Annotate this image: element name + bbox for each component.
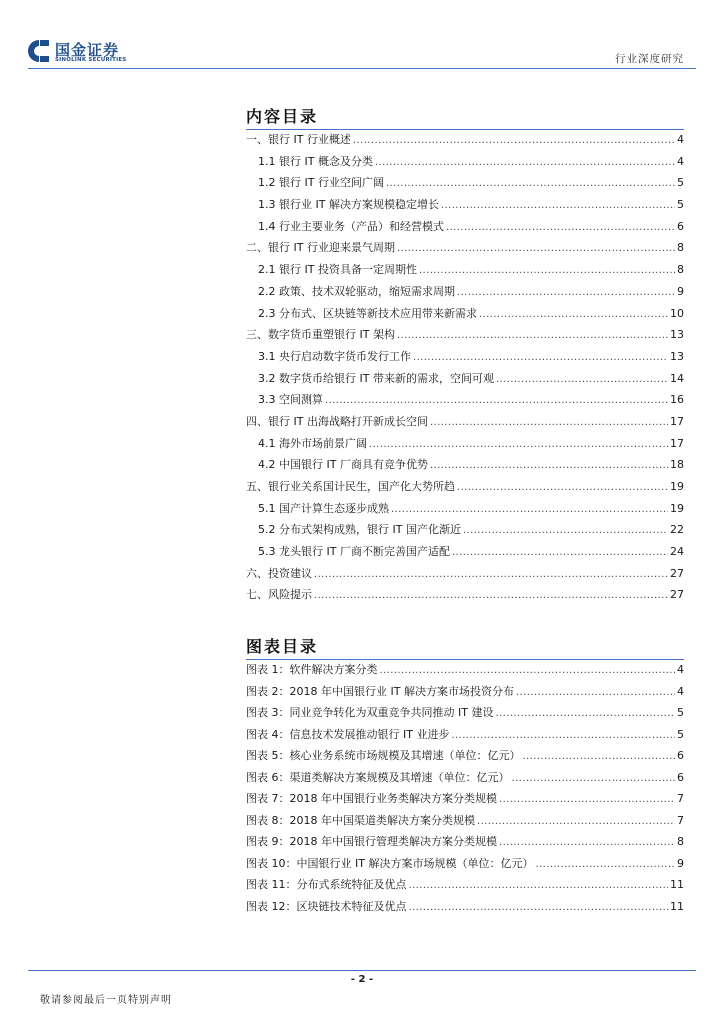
figure-entry[interactable] [246,747,684,769]
entry-label: 4.1 海外市场前景广阔 [258,436,367,450]
entry-page-number: 5 [677,706,684,719]
figure-entry[interactable] [246,726,684,748]
entry-page-number: 4 [677,684,684,698]
toc-entry[interactable] [246,305,684,327]
dot-leader [397,241,675,254]
toc-entry[interactable] [246,456,684,478]
figure-entry[interactable] [246,790,684,812]
entry-label: 1.3 银行业 IT 解决方案规模稳定增长 [258,198,439,212]
dot-leader [397,328,668,341]
page-number: - 2 - [350,974,374,985]
dot-leader [499,792,675,805]
dot-leader [314,567,668,580]
dot-leader [535,857,675,870]
dot-leader [430,415,668,428]
list-of-figures [246,661,684,919]
entry-page-number: 19 [670,480,684,493]
entry-label: 4.2 中国银行 IT 厂商具有竞争优势 [258,458,428,472]
toc-entry[interactable] [246,218,684,240]
entry-label: 图表 8：2018 年中国渠道类解决方案分类规模 [246,813,475,827]
entry-label: 2.1 银行 IT 投资具备一定周期性 [258,263,417,277]
entry-page-number: 8 [677,241,684,255]
company-logo [28,38,140,68]
figure-entry[interactable] [246,661,684,683]
figure-entry[interactable] [246,855,684,877]
dot-leader [314,588,668,601]
figure-entry[interactable] [246,876,684,898]
dot-leader [380,663,676,676]
entry-label: 图表 2：2018 年中国银行业 IT 解决方案市场投资分布 [246,684,514,698]
dot-leader [353,133,675,146]
toc-entry[interactable] [246,348,684,370]
toc-entry[interactable] [246,413,684,435]
dot-leader [512,771,676,784]
toc-entry[interactable] [246,174,684,196]
entry-label: 3.1 央行启动数字货币发行工作 [258,349,411,363]
toc-entry[interactable] [246,478,684,500]
dot-leader [523,749,676,762]
entry-page-number: 9 [677,284,684,298]
entry-label: 图表 3：同业竞争转化为双重竞争共同推动 IT 建设 [246,706,494,719]
entry-label: 2.2 政策、技术双轮驱动，缩短需求周期 [258,284,455,298]
entry-label: 四、银行 IT 出海战略打开新成长空间 [246,414,428,428]
figure-entry[interactable] [246,769,684,791]
toc-entry[interactable] [246,239,684,261]
entry-label: 1.1 银行 IT 概念及分类 [258,154,373,168]
toc-entry[interactable] [246,283,684,305]
entry-page-number: 8 [677,835,684,848]
dot-leader [457,480,668,493]
dot-leader [451,728,675,741]
entry-page-number: 17 [670,414,684,428]
dot-leader [479,307,668,320]
dot-leader [452,545,668,558]
dot-leader [495,706,675,719]
entry-label: 1.2 银行 IT 行业空间广阔 [258,176,384,190]
toc-entry[interactable] [246,131,684,153]
dot-leader [386,176,675,189]
figure-entry[interactable] [246,812,684,834]
entry-page-number: 27 [670,588,684,602]
entry-page-number: 4 [677,663,684,676]
entry-page-number: 17 [670,436,684,450]
toc-title: 内容目录 [246,107,319,126]
entry-page-number: 8 [677,263,684,277]
toc-entry[interactable] [246,543,684,565]
toc-entry[interactable] [246,391,684,413]
entry-page-number: 22 [670,523,684,537]
entry-page-number: 13 [670,349,684,363]
dot-leader [430,458,668,471]
dot-leader [496,372,668,385]
entry-page-number: 24 [670,545,684,559]
entry-label: 5.1 国产计算生态逐步成熟 [258,501,389,515]
toc-entry[interactable] [246,261,684,283]
toc-entry[interactable] [246,565,684,587]
entry-label: 3.3 空间测算 [258,393,323,407]
entry-page-number: 5 [677,176,684,190]
entry-page-number: 13 [670,328,684,342]
entry-label: 图表 7：2018 年中国银行业务类解决方案分类规模 [246,792,497,805]
entry-page-number: 14 [670,371,684,385]
dot-leader [409,900,669,913]
dot-leader [499,835,675,848]
entry-label: 二、银行 IT 行业迎来景气周期 [246,241,395,255]
dot-leader [419,263,675,276]
header-divider [28,68,696,69]
entry-label: 图表 6：渠道类解决方案规模及其增速（单位：亿元） [246,770,510,784]
table-of-contents [246,131,684,608]
dot-leader [463,523,668,536]
entry-label: 图表 4：信息技术发展推动银行 IT 业进步 [246,727,450,741]
entry-page-number: 6 [677,219,684,233]
entry-label: 一、银行 IT 行业概述 [246,133,351,146]
entry-page-number: 16 [670,393,684,407]
toc-entry[interactable] [246,326,684,348]
figure-entry[interactable] [246,683,684,705]
toc-title-divider [246,129,684,130]
logo-mark-icon [28,39,50,63]
dot-leader [409,878,669,891]
entry-page-number: 19 [670,501,684,515]
dot-leader [441,198,675,211]
dot-leader [457,285,675,298]
entry-page-number: 11 [670,878,684,891]
entry-page-number: 6 [677,749,684,762]
entry-page-number: 4 [677,154,684,168]
toc-entry[interactable] [246,196,684,218]
entry-page-number: 11 [670,899,684,913]
toc-entry[interactable] [246,586,684,608]
entry-label: 2.3 分布式、区块链等新技术应用带来新需求 [258,306,477,320]
entry-label: 三、数字货币重塑银行 IT 架构 [246,328,395,342]
document-type: 行业深度研究 [615,53,684,65]
toc-entry[interactable] [246,153,684,175]
entry-label: 3.2 数字货币给银行 IT 带来新的需求，空间可观 [258,371,494,385]
entry-label: 图表 11：分布式系统特征及优点 [246,878,407,891]
figure-entry[interactable] [246,898,684,920]
logo-text-cn: 国金证券 [55,41,120,59]
entry-label: 1.4 行业主要业务（产品）和经营模式 [258,219,444,233]
logo-text-en: SINOLINK SECURITIES [55,57,127,63]
toc-entry[interactable] [246,500,684,522]
dot-leader [413,350,668,363]
entry-label: 七、风险提示 [246,588,312,602]
toc-entry[interactable] [246,435,684,457]
figure-entry[interactable] [246,704,684,726]
entry-label: 图表 9：2018 年中国银行管理类解决方案分类规模 [246,835,497,848]
dot-leader [369,437,668,450]
toc-entry[interactable] [246,521,684,543]
entry-page-number: 7 [677,813,684,827]
entry-label: 图表 12：区块链技术特征及优点 [246,899,407,913]
entry-label: 五、银行业关系国计民生，国产化大势所趋 [246,480,455,493]
entry-page-number: 10 [670,306,684,320]
entry-label: 图表 10：中国银行业 IT 解决方案市场规模（单位：亿元） [246,856,534,870]
dot-leader [446,220,675,233]
entry-page-number: 18 [670,458,684,472]
dot-leader [477,814,675,827]
entry-page-number: 9 [677,856,684,870]
dot-leader [375,155,675,168]
entry-label: 5.3 龙头银行 IT 厂商不断完善国产适配 [258,545,450,559]
entry-page-number: 7 [677,792,684,805]
entry-label: 图表 1：软件解决方案分类 [246,663,378,676]
entry-page-number: 27 [670,566,684,580]
dot-leader [516,685,675,698]
dot-leader [391,502,668,515]
entry-page-number: 4 [677,133,684,146]
entry-page-number: 5 [677,727,684,741]
entry-page-number: 6 [677,770,684,784]
footer-divider [28,970,696,971]
figure-entry[interactable] [246,833,684,855]
dot-leader [325,393,668,406]
page-header [0,0,724,74]
figures-title-divider [246,659,684,660]
entry-page-number: 5 [677,198,684,212]
entry-label: 图表 5：核心业务系统市场规模及其增速（单位：亿元） [246,749,521,762]
disclaimer-note: 敬请参阅最后一页特别声明 [40,995,172,1006]
entry-label: 5.2 分布式架构成熟，银行 IT 国产化渐近 [258,523,461,537]
entry-label: 六、投资建议 [246,566,312,580]
figures-title: 图表目录 [246,637,319,656]
toc-entry[interactable] [246,370,684,392]
